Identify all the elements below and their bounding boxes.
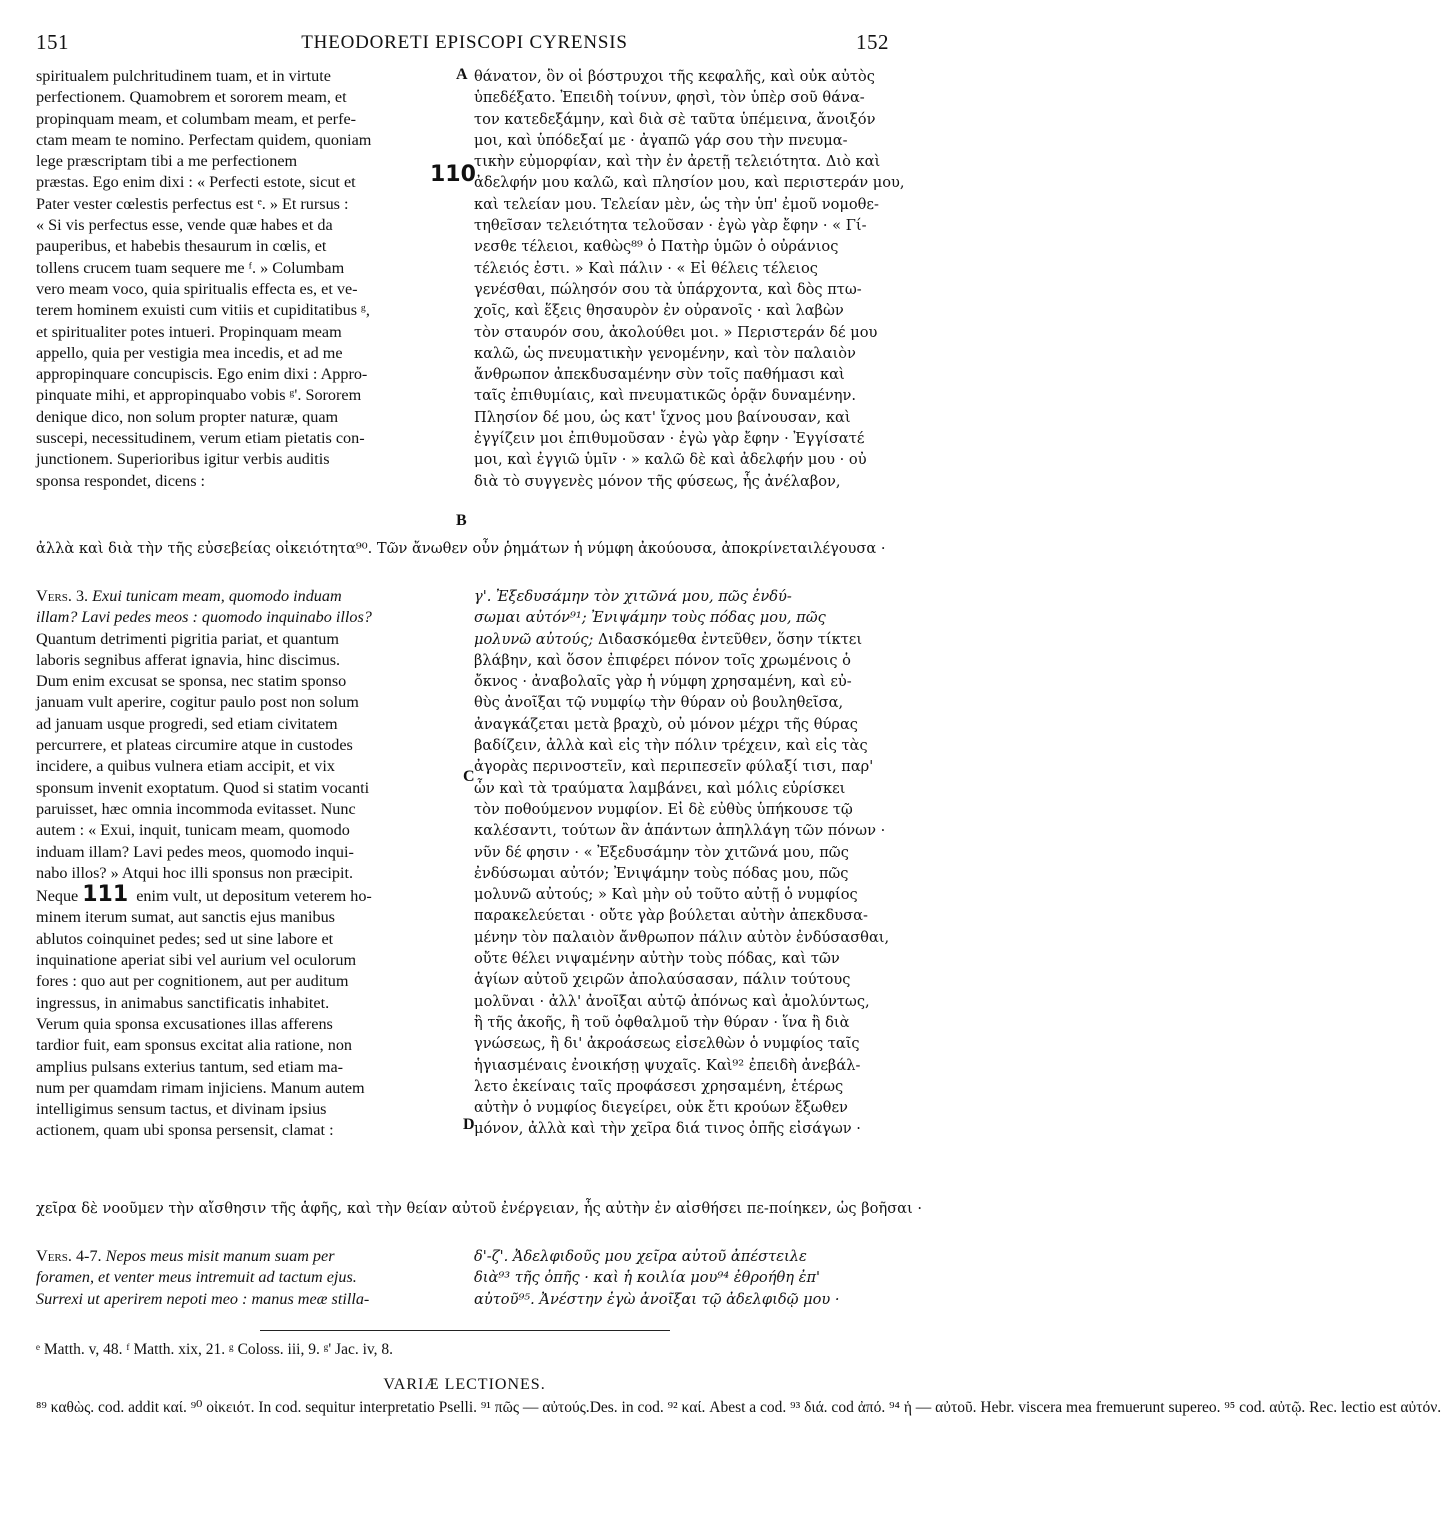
greek-spanning-lines-2 bbox=[36, 1198, 923, 1219]
greek-spanning-line: ἀλλὰ καὶ διὰ τὴν τῆς εὐσεβείας οἰκειότητα⁹⁰. Τῶν ἄνωθεν οὖν ῥημάτων ἡ νύμφη ἀκούουσα, ἀποκρίνεται bbox=[36, 540, 814, 557]
verse-4-line-1: Nepos meus misit manum suam per bbox=[101, 1247, 335, 1265]
latin-line: appropinquare concupiscis. Ego enim dixi : Appro- bbox=[36, 365, 368, 384]
latin-column-top bbox=[36, 66, 456, 492]
running-title: THEODORETI EPISCOPI CYRENSIS bbox=[301, 32, 628, 53]
latin-line: perfectionem. Quamobrem et sororem meam, et bbox=[36, 88, 347, 107]
latin-line: amplius pulsans exterius tantum, sed etiam ma- bbox=[36, 1057, 344, 1076]
latin-line: lege præscriptam tibi a me perfectionem bbox=[36, 152, 298, 171]
greek-verse-4-7 bbox=[474, 1246, 894, 1310]
latin-verse-4-7 bbox=[36, 1246, 456, 1310]
latin-line: pauperibus, et habebis thesaurum in cœlis, et bbox=[36, 237, 327, 256]
greek-line: τικὴν εὐμορφίαν, καὶ τὴν ἐν ἀρετῇ τελειότητα. Διὸ καὶ bbox=[474, 153, 881, 171]
margin-letter-B: B bbox=[456, 512, 467, 529]
page-header bbox=[30, 30, 899, 60]
greek-line: ἐγγίζειν μοι ἐπιθυμοῦσαν · ἐγὼ γὰρ ἔφην · Ἐγγίσατέ bbox=[474, 430, 865, 448]
varia-note: ⁸⁹ καθὼς. cod. addit καί. ⁹⁰ οἰκειότ. In cod. sequitur interpretatio Pselli. ⁹¹ πῶς — αὐτούς. bbox=[36, 1399, 590, 1416]
greek-line: τον κατεδεξάμην, καὶ διὰ σὲ ταῦτα ὑπέμεινα, ἄνοιξόν bbox=[474, 110, 876, 128]
greek-line: καὶ τελείαν μου. Τελείαν μὲν, ὡς τὴν ὑπ' ἐμοῦ νομοθε- bbox=[474, 195, 879, 213]
greek-line: τηθεῖσαν τελειότητα τελοῦσαν · ἐγὼ γὰρ ἔφην · « Γί- bbox=[474, 217, 867, 235]
greek-line: ταῖς ἐπιθυμίαις, καὶ πνευματικῶς ὁρᾷν δυναμένην. bbox=[474, 387, 856, 405]
latin-line: sponsum invenit exoptatum. Quod si statim vocanti bbox=[36, 778, 370, 797]
latin-line: induam illam? Lavi pedes meos, quomodo inqui- bbox=[36, 842, 354, 861]
latin-line: num per quamdam rimam injiciens. Manum autem bbox=[36, 1078, 365, 1097]
latin-line: denique dico, non solum propter naturæ, quam bbox=[36, 407, 339, 426]
greek-line: ὑπεδέξατο. Ἐπειδὴ τοίνυν, φησὶ, τὸν ὑπὲρ σοῦ θάνα- bbox=[474, 89, 865, 107]
latin-line: terem hominem exuisti cum vitiis et cupiditatibus ᵍ, bbox=[36, 301, 370, 320]
latin-column-middle bbox=[36, 586, 456, 1142]
greek-line: ἡγιασμέναις ἐνοικήσῃ ψυχαῖς. Καὶ⁹² ἐπειδὴ ἀνεβάλ- bbox=[474, 1056, 861, 1074]
greek-verse-3-line: Διδασκόμεθα ἐντεῦθεν, ὅσην τίκτει bbox=[593, 630, 863, 648]
greek-line: αὐτὴν ὁ νυμφίος διεγείρει, οὐκ ἔτι κρούων ἔξωθεν bbox=[474, 1099, 848, 1117]
latin-line-rest: enim vult, ut depositum veterem ho- bbox=[132, 887, 372, 906]
greek-spanning-line: λέγουσα · bbox=[813, 540, 886, 557]
greek-verse-3-head-2: σωμαι αὐτόν⁹¹; Ἐνιψάμην τοὺς πόδας μου, πῶς bbox=[474, 609, 826, 627]
margin-letter-D: D bbox=[463, 1116, 475, 1133]
verse-3-text-2: illam? Lavi pedes meos : quomodo inquinabo illos? bbox=[36, 608, 372, 627]
greek-column-top bbox=[474, 66, 905, 492]
greek-line: Πλησίον δέ μου, ὡς κατ' ἴχνος μου βαίνουσαν, καὶ bbox=[474, 408, 851, 426]
greek-line: καλέσαντι, τούτων ἂν ἁπάντων ἀπηλλάγη τῶν πόνων · bbox=[474, 822, 886, 840]
greek-line: μένην τὸν παλαιὸν ἄνθρωπον πάλιν αὐτὸν ἐνδύσασθαι, bbox=[474, 928, 890, 946]
latin-line: suscepi, necessitudinem, verum etiam pietatis con- bbox=[36, 429, 365, 448]
greek-line: βαδίζειν, ἀλλὰ καὶ εἰς τὴν πόλιν τρέχειν, καὶ εἰς τὰς bbox=[474, 737, 868, 755]
latin-line: ingressus, in animabus sanctificatis inhabitet. bbox=[36, 993, 330, 1012]
scripture-references: ᵉ Matth. v, 48. ᶠ Matth. xix, 21. ᵍ Coloss. iii, 9. ᵍ' Jac. iv, 8. bbox=[36, 1341, 394, 1358]
greek-line: ἀναγκάζεται μετὰ βραχὺ, οὐ μόνον μέχρι τῆς θύρας bbox=[474, 715, 858, 733]
greek-line: λετο ἐκείναις ταῖς προφάσεσι χρησαμένη, ἑτέρως bbox=[474, 1077, 844, 1095]
latin-line: autem : « Exui, inquit, tunicam meam, quomodo bbox=[36, 821, 350, 840]
greek-line: ἀγορὰς περινοστεῖν, καὶ περιπεσεῖν φύλαξί τισι, παρ' bbox=[474, 758, 874, 776]
greek-spanning-line: χεῖρα δὲ νοοῦμεν τὴν αἴσθησιν τῆς ἁφῆς, καὶ τὴν θείαν αὐτοῦ ἐνέργειαν, ἧς αὐτὴν ἐν αἰσθήσει πε- bbox=[36, 1200, 769, 1217]
greek-line: τὸν σταυρόν σου, ἀκολούθει μοι. » Περιστεράν δέ μου bbox=[474, 323, 878, 341]
latin-line: ctam meam te nomino. Perfectam quidem, quoniam bbox=[36, 130, 372, 149]
verse-3-text: Exui tunicam meam, quomodo induam bbox=[88, 587, 342, 605]
greek-line: τέλειός ἐστι. » Καὶ πάλιν · « Εἰ θέλεις τέλειος bbox=[474, 259, 818, 277]
greek-line: μοι, καὶ ἐγγιῶ ὑμῖν · » καλῶ δὲ καὶ ἀδελφήν μου · οὐ bbox=[474, 451, 867, 469]
latin-line: laboris segnibus afferat ignavia, hinc discimus. bbox=[36, 650, 341, 669]
latin-line: incidere, a quibus vulnera etiam accipit, et vix bbox=[36, 757, 335, 776]
latin-word: Neque bbox=[36, 887, 79, 906]
right-page-number: 152 bbox=[856, 30, 889, 54]
greek-line: οὔτε θέλει νιψαμένην αὐτὴν τοὺς πόδας, καὶ τῶν bbox=[474, 950, 840, 968]
greek-line: θὺς ἀνοῖξαι τῷ νυμφίῳ τὴν θύραν οὐ βουληθεῖσα, bbox=[474, 694, 844, 712]
latin-line bbox=[36, 884, 456, 907]
latin-line: propinquam meam, et columbam meam, et perfe- bbox=[36, 109, 357, 128]
latin-line: tardior fuit, eam sponsus excitat alia ratione, non bbox=[36, 1036, 353, 1055]
latin-line: paruisset, hæc omnia incommoda evitasset. Nunc bbox=[36, 799, 356, 818]
greek-line: βλάβην, καὶ ὅσον ἐπιφέρει πόνον τοῖς χρωμένοις ὁ bbox=[474, 651, 851, 669]
greek-verse-3-head-1: γ'. Ἐξεδυσάμην τὸν χιτῶνά μου, πῶς ἐνδύ- bbox=[474, 588, 792, 605]
greek-line: διὰ τὸ συγγενὲς μόνον τῆς φύσεως, ἧς ἀνέλαβον, bbox=[474, 472, 841, 490]
footnote-rule bbox=[260, 1330, 670, 1331]
greek-line: γενέσθαι, πώλησόν σου τὰ ὑπάρχοντα, καὶ δὸς πτω- bbox=[474, 280, 862, 298]
greek-line: ὄκνος · ἀναβολαῖς γὰρ ἡ νύμφη χρησαμένη, καὶ εὐ- bbox=[474, 673, 852, 691]
latin-line: Quantum detrimenti pigritia pariat, et quantum bbox=[36, 629, 339, 648]
margin-marker-110: 110 bbox=[430, 162, 476, 187]
greek-verse-4-line: αὐτοῦ⁹⁵. Ἀνέστην ἐγὼ ἀνοῖξαι τῷ ἀδελφιδῷ μου · bbox=[474, 1290, 840, 1308]
greek-line: μοι, καὶ ὑπόδεξαί με · ἀγαπῶ γάρ σου τὴν πνευμα- bbox=[474, 131, 848, 149]
greek-line: μολῦναι · ἀλλ' ἀνοῖξαι αὐτῷ ἀπόνως καὶ ἀμολύντως, bbox=[474, 992, 870, 1010]
latin-line: junctionem. Superioribus igitur verbis auditis bbox=[36, 450, 330, 469]
greek-column-middle bbox=[474, 586, 894, 1140]
greek-line: ὧν καὶ τὰ τραύματα λαμβάνει, καὶ μόλις εὑρίσκει bbox=[474, 779, 846, 797]
greek-line: νεσθε τέλειοι, καθὼς⁸⁹ ὁ Πατὴρ ὑμῶν ὁ οὐράνιος bbox=[474, 238, 839, 256]
greek-line: ἢ τῆς ἀκοῆς, ἢ τοῦ ὀφθαλμοῦ τὴν θύραν · ἵνα ἢ διὰ bbox=[474, 1013, 850, 1031]
greek-line: τὸν ποθούμενον νυμφίον. Εἰ δὲ εὐθὺς ὑπήκουσε τῷ bbox=[474, 800, 853, 818]
latin-line: inquinatione aperiat sibi vel aurium vel oculorum bbox=[36, 951, 357, 970]
latin-line: actionem, quam ubi sponsa persensit, clamat : bbox=[36, 1121, 334, 1140]
greek-verse-4-line: διὰ⁹³ τῆς ὀπῆς · καὶ ἡ κοιλία μου⁹⁴ ἐθροήθη ἐπ' bbox=[474, 1269, 821, 1287]
varia-note: eo. ⁹⁵ cod. αὐτῷ. Rec. lectio est αὐτόν. bbox=[1202, 1399, 1441, 1416]
margin-letter-A: A bbox=[456, 66, 468, 83]
margin-marker-111: 111 bbox=[82, 882, 129, 908]
greek-line: ἀδελφήν μου καλῶ, καὶ πλησίον μου, καὶ περιστεράν μου, bbox=[474, 174, 905, 192]
latin-line: præstas. Ego enim dixi : « Perfecti estote, sicut et bbox=[36, 173, 356, 192]
verse-4-line-3: Surrexi ut aperirem nepoti meo : manus meæ stilla- bbox=[36, 1289, 370, 1308]
greek-line: ἁγίων αὐτοῦ χειρῶν ἀπολαύσασαν, πάλιν τούτους bbox=[474, 971, 851, 989]
latin-line: ad januam usque progredi, sed etiam civitatem bbox=[36, 714, 338, 733]
latin-line: « Si vis perfectus esse, vende quæ habes et da bbox=[36, 216, 333, 235]
varia-note: Des. in cod. ⁹² καί. Abest a cod. ⁹³ διά. cod ἀπό. ⁹⁴ ἡ — αὐτοῦ. Hebr. viscera mea fremuerunt super bbox=[589, 1399, 1203, 1416]
latin-line: tollens crucem tuam sequere me ᶠ. » Columbam bbox=[36, 258, 345, 277]
variae-lectiones-title: VARIÆ LECTIONES. bbox=[383, 1376, 546, 1393]
greek-line: νῦν δέ φησιν · « Ἐξεδυσάμην τὸν χιτῶνά μου, πῶς bbox=[474, 843, 849, 861]
latin-line: januam vult aperire, cogitur paulo post non solum bbox=[36, 693, 359, 712]
verse-label-3: Vers. 3. bbox=[36, 587, 89, 605]
latin-line: vero meam voco, quia spiritualis effecta es, et ve- bbox=[36, 279, 358, 298]
latin-line: Pater vester cœlestis perfectus est ᵉ. » Et rursus : bbox=[36, 194, 349, 213]
latin-line: appello, quia per vestigia mea incedis, et ad me bbox=[36, 343, 343, 362]
left-page-number: 151 bbox=[36, 30, 69, 54]
latin-line: ablutos coinquinet pedes; sed ut sine labore et bbox=[36, 929, 334, 948]
greek-line: καλῶ, ὡς πνευματικὴν γενομένην, καὶ τὸν παλαιὸν bbox=[474, 344, 856, 362]
greek-line: μολυνῶ αὐτούς; » Καὶ μὴν οὐ τοῦτο αὐτῇ ὁ νυμφίος bbox=[474, 886, 858, 904]
greek-line: ἄνθρωπον ἀπεκδυσαμένην σὺν τοῖς παθήμασι καὶ bbox=[474, 366, 845, 384]
greek-spanning-lines-1 bbox=[36, 538, 896, 559]
latin-line: spiritualem pulchritudinem tuam, et in virtute bbox=[36, 67, 331, 85]
margin-letter-C: C bbox=[463, 768, 475, 785]
latin-line: minem iterum sumat, aut sanctis ejus manibus bbox=[36, 908, 335, 927]
greek-line: μόνον, ἀλλὰ καὶ τὴν χεῖρα διά τινος ὀπῆς εἰσάγων · bbox=[474, 1120, 861, 1138]
verse-label-4-7: Vers. 4-7. bbox=[36, 1247, 102, 1265]
latin-line: pinquate mihi, et appropinquabo vobis ᵍ'. Sororem bbox=[36, 386, 362, 405]
greek-line: θάνατον, ὃν οἱ βόστρυχοι τῆς κεφαλῆς, καὶ οὐκ αὐτὸς bbox=[474, 68, 875, 85]
latin-line: fores : quo aut per cognitionem, aut per auditum bbox=[36, 972, 349, 991]
greek-line: χοῖς, καὶ ἕξεις θησαυρὸν ἐν οὐρανοῖς · καὶ λαβὼν bbox=[474, 302, 844, 320]
latin-line: sponsa respondet, dicens : bbox=[36, 471, 206, 490]
variae-lectiones-notes bbox=[36, 1398, 1441, 1418]
latin-line: percurrere, et plateas circumire atque in custodes bbox=[36, 736, 353, 755]
verse-4-line-2: foramen, et venter meus intremuit ad tactum ejus. bbox=[36, 1268, 357, 1287]
latin-line: intelligimus sensum tactus, et divinam ipsius bbox=[36, 1100, 327, 1119]
greek-line: ἐνδύσωμαι αὐτόν; Ἐνιψάμην τοὺς πόδας μου, πῶς bbox=[474, 864, 849, 882]
greek-spanning-line: ποίηκεν, ὡς βοῆσαι · bbox=[768, 1200, 923, 1217]
latin-line: Dum enim excusat se sponsa, nec statim sponso bbox=[36, 672, 347, 691]
latin-line: nabo illos? » Atqui hoc illi sponsus non præcipit. bbox=[36, 863, 353, 882]
greek-line: παρακελεύεται · οὔτε γὰρ βούλεται αὐτὴν ἀπεκδυσα- bbox=[474, 907, 868, 925]
greek-line: γνώσεως, ἢ δι' ἀκροάσεως εἰσελθὼν ὁ νυμφίος ταῖς bbox=[474, 1035, 860, 1053]
greek-verse-3-head-3: μολυνῶ αὐτούς; bbox=[474, 630, 594, 648]
latin-line: Verum quia sponsa excusationes illas afferens bbox=[36, 1014, 333, 1033]
greek-verse-4-line: δ'-ζ'. Ἀδελφιδοῦς μου χεῖρα αὐτοῦ ἀπέστειλε bbox=[474, 1248, 807, 1265]
latin-line: et spiritualiter potes intueri. Propinquam meam bbox=[36, 322, 342, 341]
